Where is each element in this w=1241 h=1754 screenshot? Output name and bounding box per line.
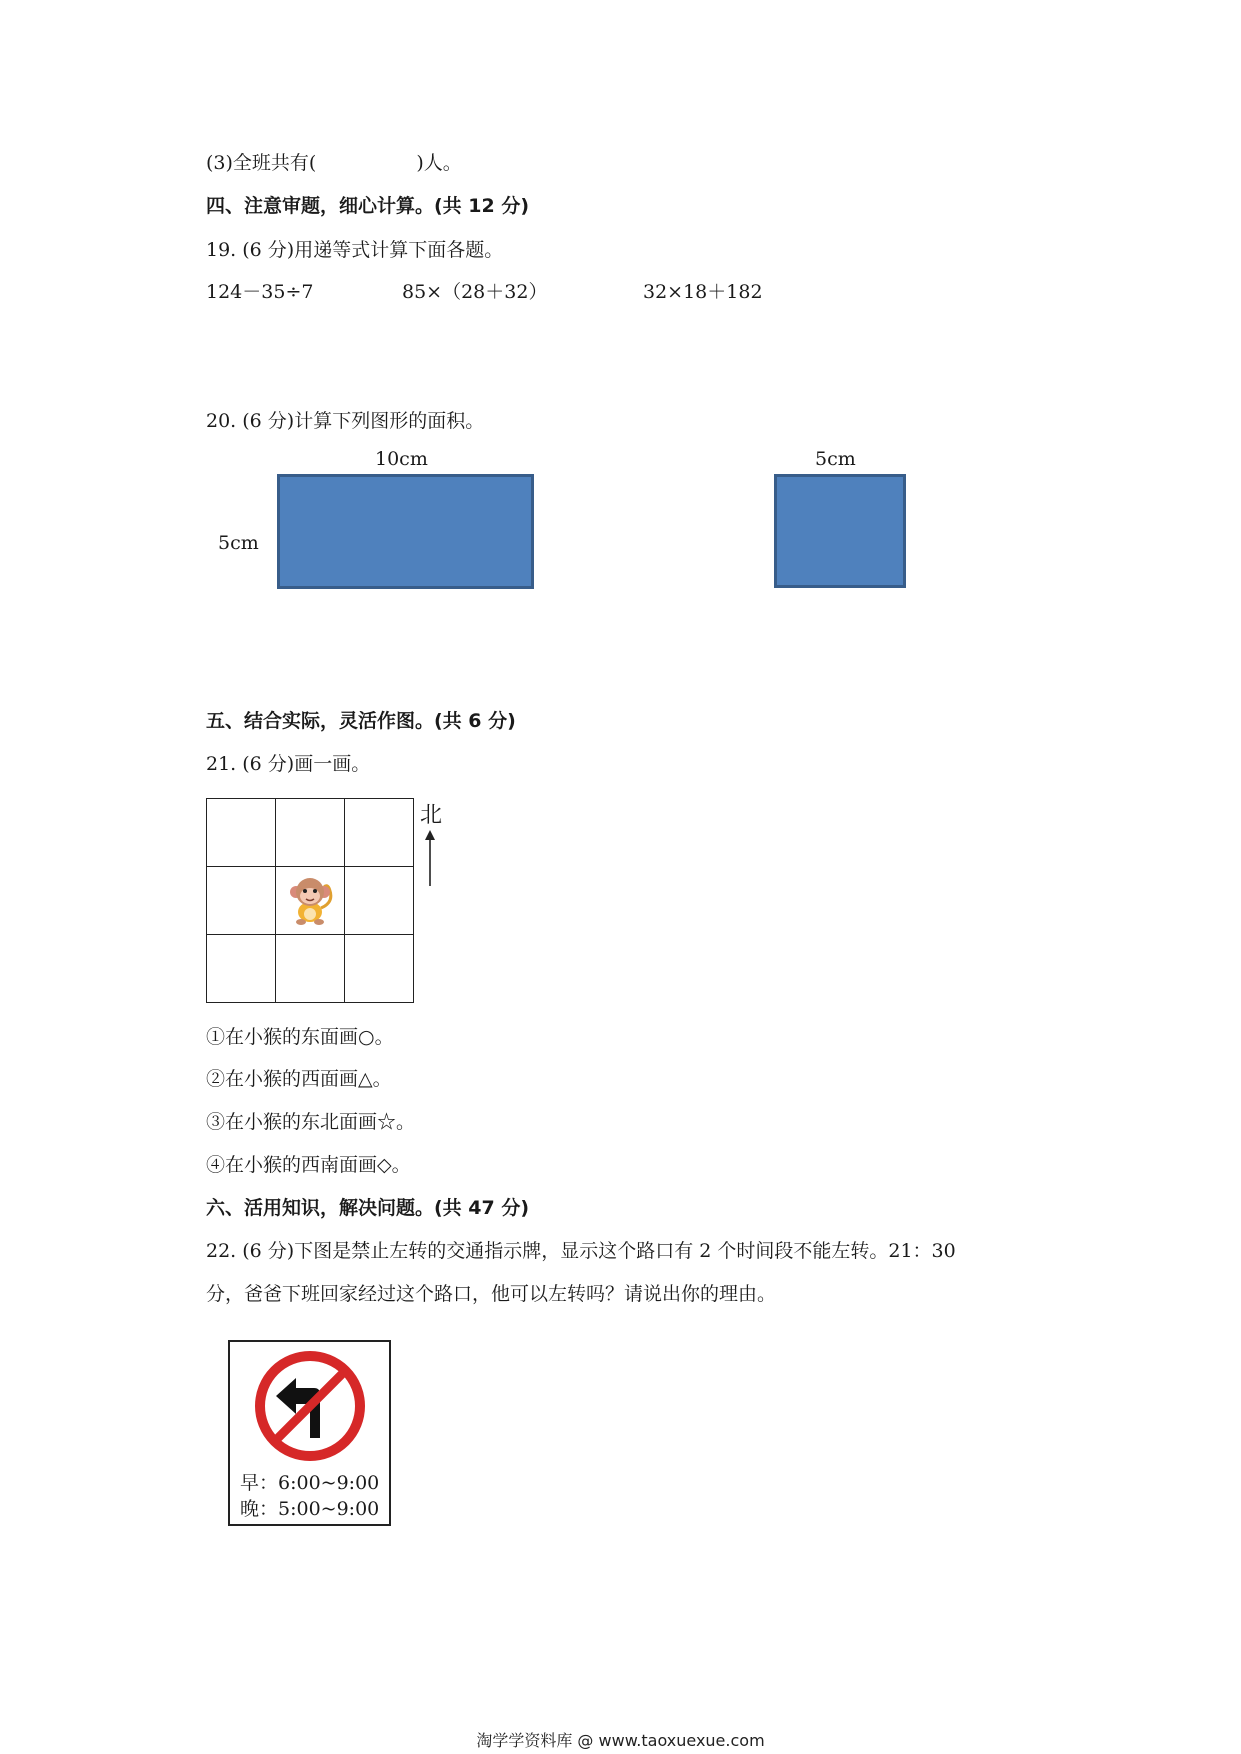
grid-cell[interactable] <box>345 799 414 867</box>
q21-item-2: ②在小猴的西面画△。 <box>206 1068 392 1090</box>
q19-prompt: 19. (6 分)用递等式计算下面各题。 <box>206 239 504 261</box>
grid-cell[interactable] <box>207 867 276 935</box>
q19-expression-2: 85×（28＋32） <box>402 281 548 303</box>
direction-grid <box>206 798 414 1003</box>
q21-item-3: ③在小猴的东北面画☆。 <box>206 1111 416 1133</box>
grid-cell[interactable] <box>207 799 276 867</box>
q18-part3-suffix: )人。 <box>416 152 462 174</box>
q19-expression-3: 32×18＋182 <box>643 281 763 303</box>
q20-prompt: 20. (6 分)计算下列图形的面积。 <box>206 410 485 432</box>
sign-morning-hours: 早：6:00~9:00 <box>240 1472 380 1494</box>
rect-width-label: 10cm <box>375 448 428 470</box>
q18-part3-prefix: (3)全班共有( <box>206 152 317 174</box>
q18-part3 <box>206 150 462 176</box>
grid-cell[interactable] <box>276 935 345 1003</box>
section6-title: 六、活用知识，解决问题。(共 47 分) <box>206 1197 530 1219</box>
north-label: 北 <box>420 803 443 828</box>
traffic-sign <box>228 1340 391 1526</box>
no-left-turn-icon <box>254 1350 366 1462</box>
grid-cell[interactable] <box>345 935 414 1003</box>
q22-line-2: 分，爸爸下班回家经过这个路口，他可以左转吗？请说出你的理由。 <box>206 1283 777 1305</box>
north-arrow-icon <box>422 828 438 888</box>
q21-item-1: ①在小猴的东面画○。 <box>206 1026 394 1048</box>
footer-watermark: 淘学学资料库 @ www.taoxuexue.com <box>476 1731 765 1750</box>
north-indicator <box>420 798 450 888</box>
section4-title: 四、注意审题，细心计算。(共 12 分) <box>206 195 530 217</box>
section5-title: 五、结合实际，灵活作图。(共 6 分) <box>206 710 516 732</box>
grid-cell[interactable] <box>276 799 345 867</box>
grid-cell[interactable] <box>345 867 414 935</box>
q21-item-4: ④在小猴的西南面画◇。 <box>206 1154 411 1176</box>
square-shape <box>774 474 906 588</box>
grid-cell[interactable] <box>207 935 276 1003</box>
monkey-icon <box>283 872 337 926</box>
rectangle-shape <box>277 474 534 589</box>
q19-expression-1: 124－35÷7 <box>206 281 314 303</box>
grid-cell-center <box>276 867 345 935</box>
q22-line-1: 22. (6 分)下图是禁止左转的交通指示牌，显示这个路口有 2 个时间段不能左转。21：30 <box>206 1240 956 1262</box>
q21-prompt: 21. (6 分)画一画。 <box>206 753 371 775</box>
rect-height-label: 5cm <box>218 532 259 554</box>
sign-evening-hours: 晚：5:00~9:00 <box>240 1498 380 1520</box>
square-side-label: 5cm <box>815 448 856 470</box>
